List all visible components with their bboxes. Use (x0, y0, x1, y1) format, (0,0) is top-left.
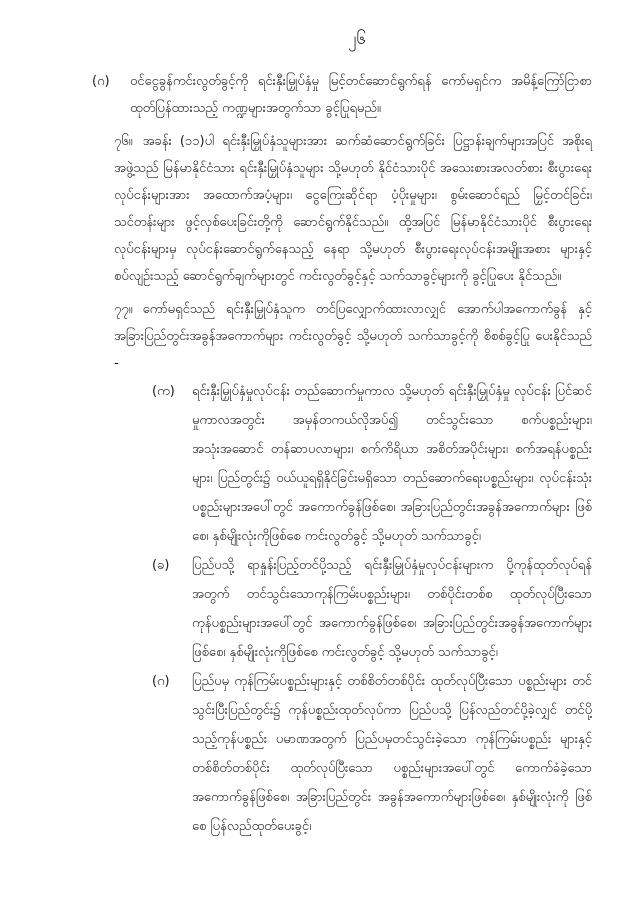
section-77-item-kha (152, 551, 592, 667)
section-77-items (152, 377, 592, 841)
section-77-text: ကော်မရှင်သည် ရင်းနှီးမြှုပ်နှံသူက တင်ပြလျှောက်ထားလာလျှင် အောက်ပါအကောက်ခွန် နှင့် အခြားပြည်တွင်းအခွန်အကောက်များ ကင်းလွတ်ခွင့် သို့မဟုတ် သက်သာခွင့်ကို စိစစ်ခွင့်ပြု ပေးနိုင်သည် - (114, 302, 592, 371)
intro-item-text: ဝင်ငွေခွန်ကင်းလွတ်ခွင့်ကို ရင်းနှီးမြှုပ်နှံမှု မြင့်တင်ဆောင်ရွက်ရန် ကော်မရှင်က အမိန့်ကြော်ငြာစာ ထုတ်ပြန်ထားသည့် ကဏ္ဍများအတွက်သာ ခွင့်ပြုရမည်။ (130, 74, 592, 116)
item-text: ပြည်ပမှ ကုန်ကြမ်းပစ္စည်းများနှင့် တစ်စိတ်တစ်ပိုင်း ထုတ်လုပ်ပြီးသော ပစ္စည်းများ တင်သွင်းပြီးပြည်တွင်း၌ ကုန်ပစ္စည်းထုတ်လုပ်ကာ ပြည်ပသို့ ပြန်လည်တင်ပို့ခဲ့လျှင် တင်ပို့သည့်ကုန်ပစ္စည်း ပမာဏအတွက် ပြည်ပမှတင်သွင်းခဲ့သော ကုန်ကြမ်းပစ္စည်း များနှင့် တစ်စိတ်တစ်ပိုင်း ထုတ်လုပ်ပြီးသော ပစ္စည်းများအပေါ်တွင် ကောက်ခံခဲ့သော အကောက်ခွန်ဖြစ်စေ၊ အခြားပြည်တွင်း အခွန်အကောက်များဖြစ်စေ၊ နှစ်မျိုးလုံးကို ဖြစ်စေ ပြန်လည်ထုတ်ပေးခွင့်၊ (192, 674, 592, 834)
intro-item-label: (ဂ) (92, 74, 110, 89)
section-77-number: ၇၇။ (114, 302, 133, 317)
item-label: (ဂ) (152, 674, 170, 689)
item-label: (က) (152, 384, 175, 399)
item-label: (ခ) (152, 558, 170, 573)
intro-item (92, 68, 592, 122)
section-77 (114, 296, 592, 377)
item-text: ပြည်ပသို့ ရာနှုန်းပြည့်တင်ပို့သည့် ရင်းနှီးမြှုပ်နှံမှုလုပ်ငန်းများက ပို့ကုန်ထုတ်လုပ်ရန် အတွက် တင်သွင်းသောကုန်ကြမ်းပစ္စည်းများ၊ တစ်ပိုင်းတစ်စ ထုတ်လုပ်ပြီးသော ကုန်ပစ္စည်းများအပေါ်တွင် အကောက်ခွန်ဖြစ်စေ၊ အခြားပြည်တွင်းအခွန်အကောက်များ ဖြစ်စေ၊ နှစ်မျိုးလုံးကိုဖြစ်စေ ကင်းလွတ်ခွင့် သို့မဟုတ် သက်သာခွင့်၊ (192, 558, 592, 660)
section-77-item-ga (152, 667, 592, 841)
section-76-number: ၇၆။ (114, 134, 133, 149)
section-77-item-ka (152, 377, 592, 551)
section-76 (114, 128, 592, 290)
page-number: ၂၆ (348, 29, 366, 49)
section-76-text: အခန်း (၁၁)ပါ ရင်းနှီးမြှုပ်နှံသူများအား ဆက်ဆံဆောင်ရွက်ခြင်း ပြဋ္ဌာန်းချက်များအပြင် အစိုးရ အဖွဲ့သည် မြန်မာနိုင်ငံသား ရင်းနှီးမြှုပ်နှံသူများ သို့မဟုတ် နိုင်ငံသားပိုင် အသေးစားအလတ်စား စီးပွားရေးလုပ်ငန်းများအား အထောက်အပံ့များ၊ ငွေကြေးဆိုင်ရာ ပံ့ပိုးမှုများ၊ စွမ်းဆောင်ရည် မြှင့်တင်ခြင်း၊ သင်တန်းများ ဖွင့်လှစ်ပေးခြင်းတို့ကို ဆောင်ရွက်နိုင်သည်။ ထို့အပြင် မြန်မာနိုင်ငံသားပိုင် စီးပွားရေးလုပ်ငန်းများမှ လုပ်ငန်းဆောင်ရွက်နေသည့် နေရာ သို့မဟုတ် စီးပွားရေးလုပ်ငန်းအမျိုးအစား များနှင့် စပ်လျဉ်းသည့် ဆောင်ရွက်ချက်များတွင် ကင်းလွတ်ခွင့်နှင့် သက်သာခွင့်များကို ခွင့်ပြုပေး နိုင်သည်။ (114, 134, 592, 284)
item-text: ရင်းနှီးမြှုပ်နှံမှုလုပ်ငန်း တည်ဆောက်မှုကာလ သို့မဟုတ် ရင်းနှီးမြှုပ်နှံမှု လုပ်ငန်း ပြင်ဆင်မှုကာလအတွင်း အမှန်တကယ်လိုအပ်၍ တင်သွင်းသော စက်ပစ္စည်းများ၊ အသုံးအဆောင် တန်ဆာပလာများ၊ စက်ကိရိယာ အစိတ်အပိုင်းများ၊ စက်အရန်ပစ္စည်းများ၊ ပြည်တွင်း၌ ဝယ်ယူရရှိနိုင်ခြင်းမရှိသော တည်ဆောက်ရေးပစ္စည်းများ၊ လုပ်ငန်းသုံး ပစ္စည်းများအပေါ်တွင် အကောက်ခွန်ဖြစ်စေ၊ အခြားပြည်တွင်းအခွန်အကောက်များ ဖြစ်စေ၊ နှစ်မျိုးလုံးကိုဖြစ်စေ ကင်းလွတ်ခွင့် သို့မဟုတ် သက်သာခွင့်၊ (192, 384, 592, 544)
